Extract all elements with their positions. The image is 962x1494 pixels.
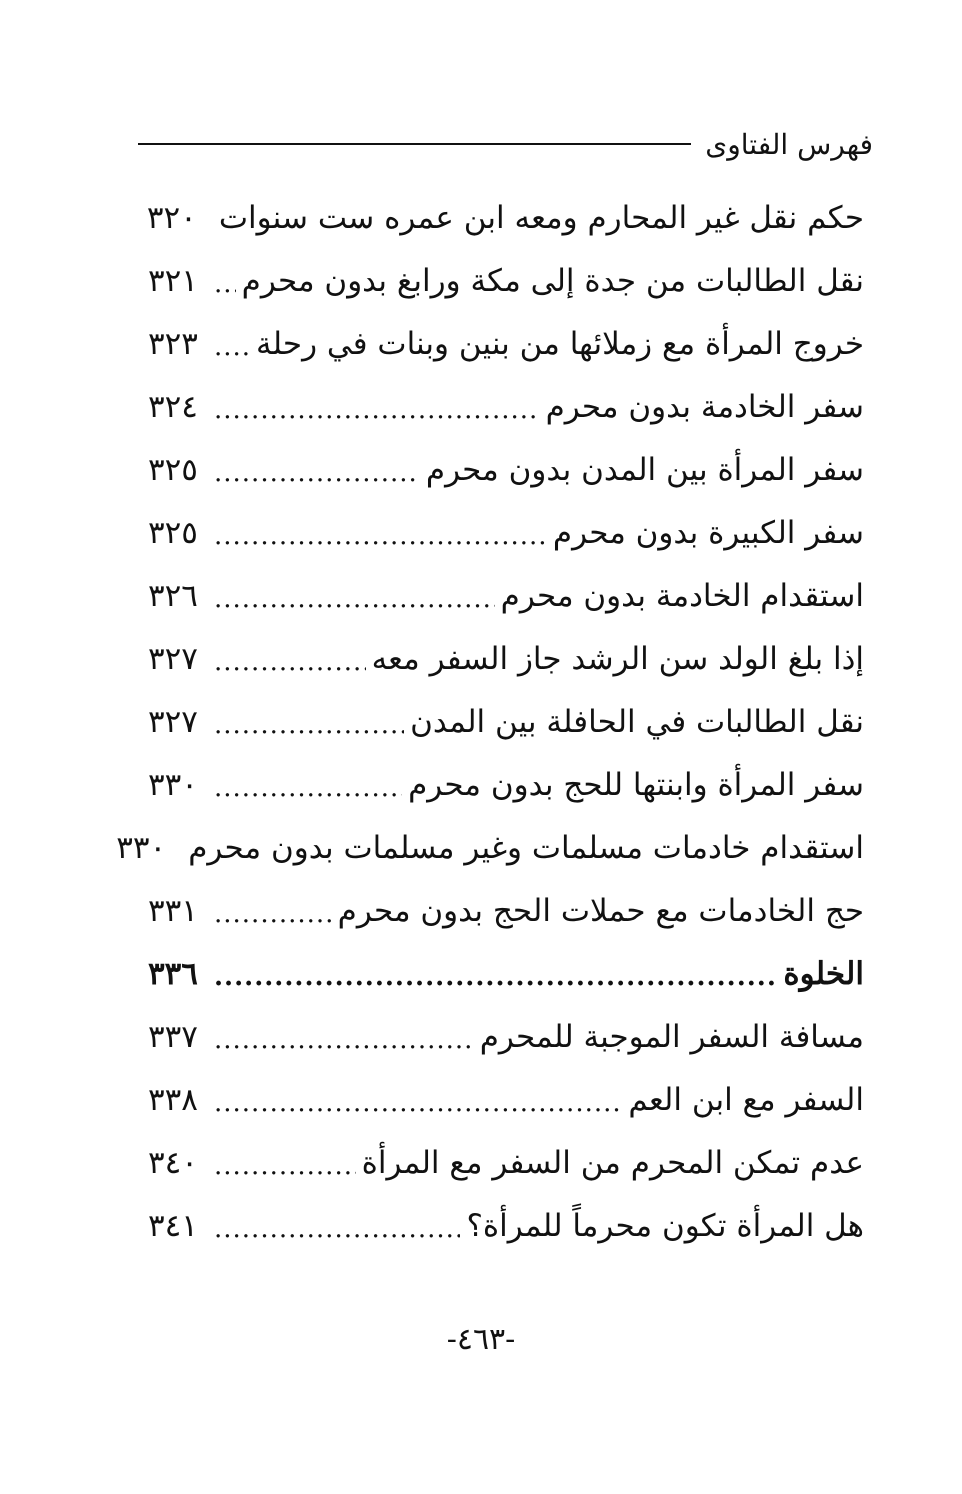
toc-entry — [148, 627, 864, 690]
toc-entry-page: ٣٤٠ — [148, 1144, 198, 1181]
toc-entry-title: استقدام خادمات مسلمات وغير مسلمات بدون محرم — [188, 829, 864, 866]
toc-entry — [148, 1131, 864, 1194]
toc-entry — [148, 564, 864, 627]
toc-entry — [148, 879, 864, 942]
toc-entry-title: حج الخادمات مع حملات الحج بدون محرم — [337, 892, 864, 929]
toc-entry-page: ٣٣٧ — [148, 1018, 198, 1055]
dot-leader — [214, 395, 540, 425]
toc-entry — [148, 1194, 864, 1257]
toc-entry-title: السفر مع ابن العم — [628, 1081, 864, 1118]
toc-entry-title: عدم تمكن المحرم من السفر مع المرأة — [361, 1144, 864, 1181]
toc-entry-title: استقدام الخادمة بدون محرم — [500, 577, 864, 614]
dot-leader — [214, 773, 402, 803]
toc-entry — [148, 690, 864, 753]
toc-entry-title: حكم نقل غير المحارم ومعه ابن عمره ست سنوات — [218, 199, 864, 236]
dot-leader — [214, 1025, 474, 1055]
toc-entry-page: ٣٣٨ — [148, 1081, 198, 1118]
toc-entry-title: سفر المرأة بين المدن بدون محرم — [425, 451, 864, 488]
running-header — [138, 124, 873, 164]
toc-entry-page: ٣٣٠ — [116, 829, 167, 866]
toc-entry-title: سفر الخادمة بدون محرم — [545, 388, 864, 425]
dot-leader — [214, 1214, 460, 1244]
toc-entry-title: سفر الكبيرة بدون محرم — [552, 514, 864, 551]
toc-entry — [148, 1068, 864, 1131]
toc-entry — [148, 186, 864, 249]
dot-leader — [214, 647, 366, 677]
toc-entry-title: هل المرأة تكون محرماً للمرأة؟ — [466, 1207, 864, 1244]
dot-leader — [214, 521, 547, 551]
toc-entry-title: سفر المرأة وابنتها للحج بدون محرم — [408, 766, 864, 803]
toc-entry — [148, 501, 864, 564]
toc-section-title: الخلوة — [783, 955, 864, 992]
dot-leader — [214, 458, 420, 488]
toc-entry — [148, 375, 864, 438]
toc-entry — [148, 753, 864, 816]
toc-section-page: ٣٣٦ — [148, 955, 198, 992]
toc-entry-page: ٣٢٧ — [148, 703, 198, 740]
toc-entry-page: ٣٤١ — [148, 1207, 198, 1244]
toc-entry-title: مسافة السفر الموجبة للمحرم — [479, 1018, 864, 1055]
dot-leader — [214, 899, 332, 929]
dot-leader — [214, 269, 236, 299]
toc-entry — [148, 438, 864, 501]
toc-entry — [148, 1005, 864, 1068]
header-title: فهرس الفتاوى — [705, 127, 873, 161]
toc-entry-title: خروج المرأة مع زملائها من بنين وبنات في رحلة — [256, 325, 864, 362]
toc-section-heading — [148, 942, 864, 1005]
page-number: -٤٦٣- — [446, 1322, 516, 1357]
toc-entry-page: ٣٣١ — [148, 892, 198, 929]
toc-entry-page: ٣٢٠ — [146, 199, 197, 236]
dot-leader — [214, 332, 250, 362]
toc-entry-page: ٣٢٥ — [148, 514, 198, 551]
dot-leader — [214, 710, 404, 740]
dot-leader — [214, 584, 495, 614]
toc-entry-page: ٣٢٤ — [148, 388, 198, 425]
toc-entry-page: ٣٢٣ — [148, 325, 198, 362]
toc-entry-title: نقل الطالبات في الحافلة بين المدن — [410, 703, 864, 740]
toc-entry-page: ٣٢٦ — [148, 577, 198, 614]
toc-entry — [148, 312, 864, 375]
toc-entry-page: ٣٢٥ — [148, 451, 198, 488]
toc-entry-page: ٣٢١ — [148, 262, 198, 299]
toc-entry-page: ٣٢٧ — [148, 640, 198, 677]
dot-leader — [214, 1151, 356, 1181]
dot-leader — [214, 962, 777, 992]
toc-entry — [116, 816, 864, 879]
toc-entry-title: إذا بلغ الولد سن الرشد جاز السفر معه — [371, 640, 864, 677]
table-of-contents — [116, 186, 864, 1257]
header-rule — [138, 143, 691, 145]
toc-entry-title: نقل الطالبات من جدة إلى مكة ورابغ بدون محرم — [241, 262, 864, 299]
toc-entry-page: ٣٣٠ — [148, 766, 198, 803]
dot-leader — [214, 1088, 622, 1118]
toc-entry — [148, 249, 864, 312]
